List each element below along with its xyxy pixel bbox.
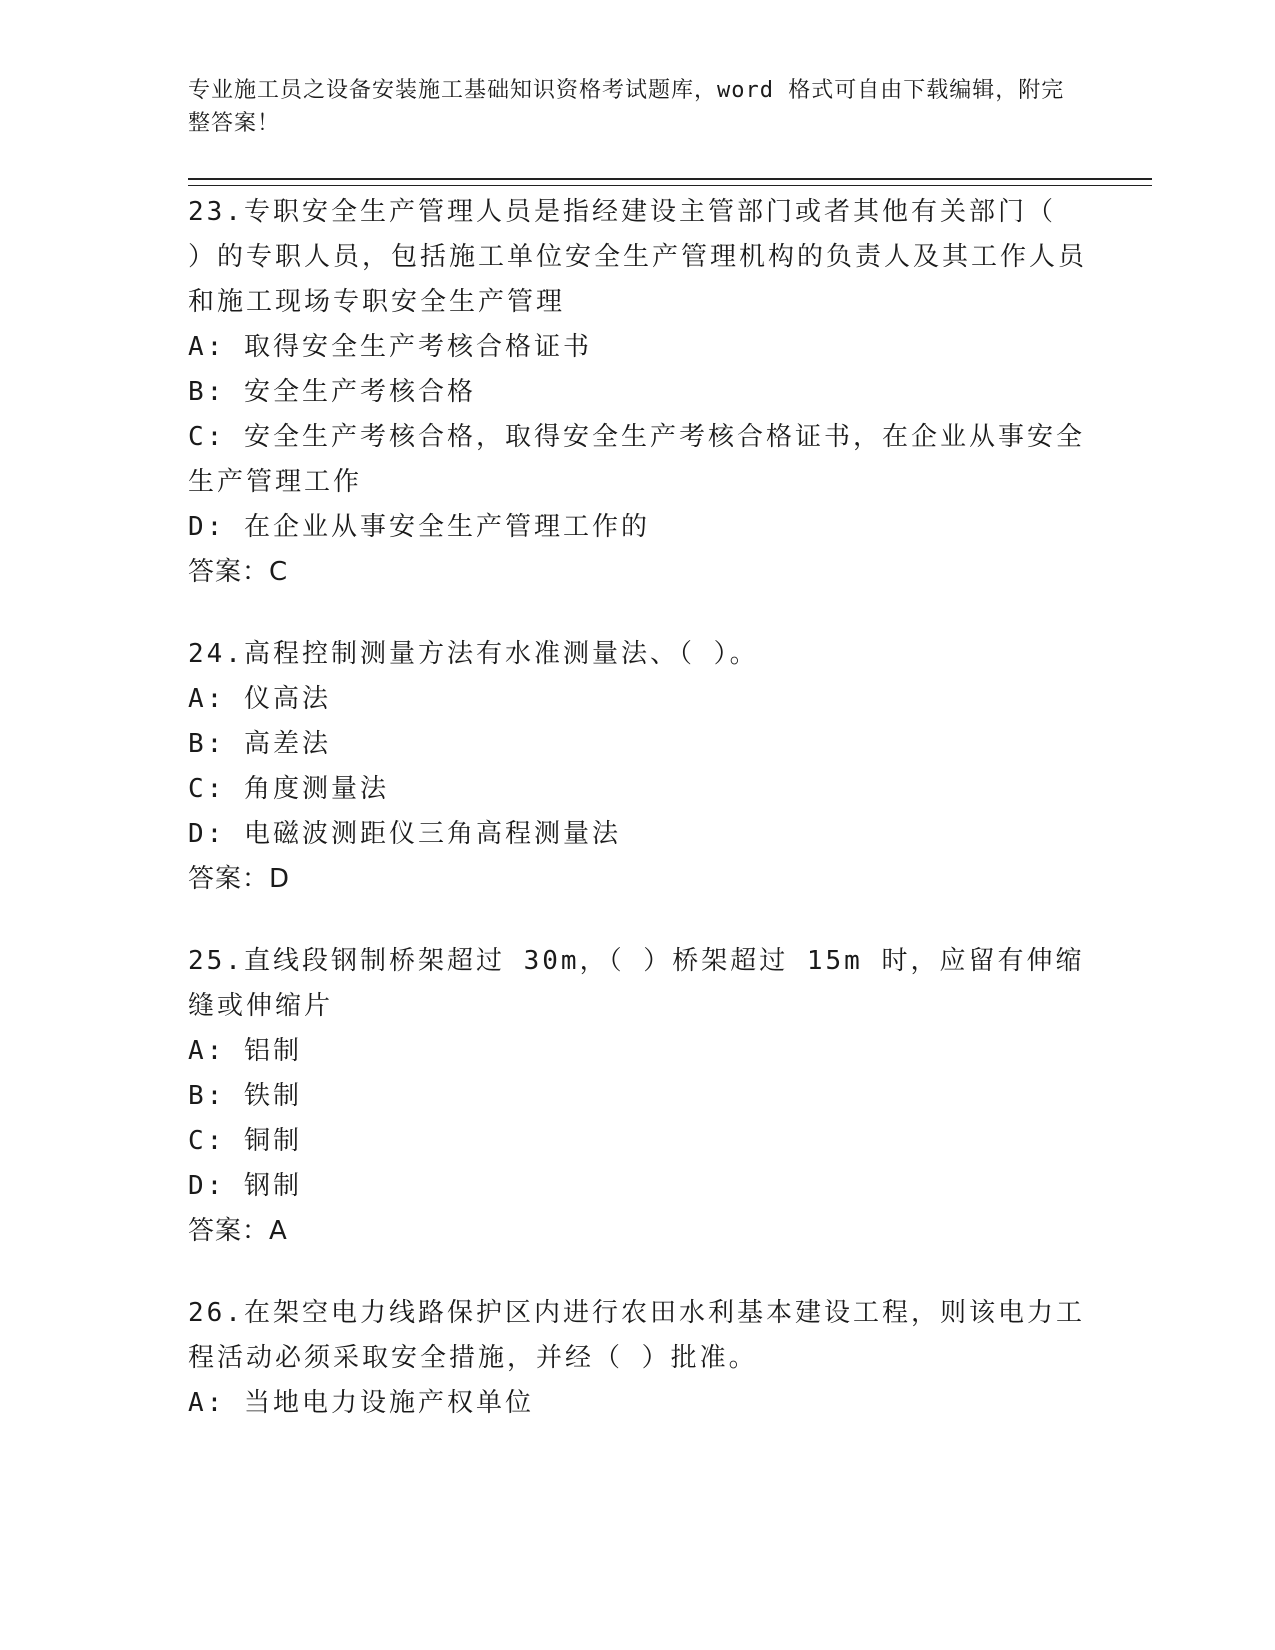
question-text: 24.高程控制测量方法有水准测量法、（ ）。 — [188, 639, 759, 669]
answer-label: 答案： — [188, 864, 270, 894]
option-b: B: 铁制 — [188, 1081, 302, 1111]
answer-label: 答案： — [188, 1216, 270, 1246]
option-c: C: 铜制 — [188, 1126, 302, 1156]
option-b: B: 高差法 — [188, 729, 331, 759]
header-divider — [188, 178, 1152, 186]
option-d: D: 钢制 — [188, 1171, 302, 1201]
option-d: D: 在企业从事安全生产管理工作的 — [188, 512, 650, 542]
question-26 — [188, 1291, 1088, 1426]
question-25 — [188, 939, 1088, 1254]
answer-line — [188, 550, 1088, 595]
question-24 — [188, 632, 1088, 902]
question-text: 25.直线段钢制桥架超过 30m，（ ）桥架超过 15m 时，应留有伸缩缝或伸缩片 — [188, 946, 1085, 1021]
question-text: 23.专职安全生产管理人员是指经建设主管部门或者其他有关部门（ ）的专职人员，包括施工单位安全生产管理机构的负责人及其工作人员和施工现场专职安全生产管理 — [188, 197, 1088, 317]
option-a: A: 取得安全生产考核合格证书 — [188, 332, 592, 362]
answer-value: C — [269, 557, 289, 587]
option-c: C: 安全生产考核合格，取得安全生产考核合格证书，在企业从事安全生产管理工作 — [188, 422, 1085, 497]
answer-value: A — [269, 1216, 288, 1246]
option-d: D: 电磁波测距仪三角高程测量法 — [188, 819, 621, 849]
option-a: A: 当地电力设施产权单位 — [188, 1388, 534, 1418]
question-23 — [188, 190, 1088, 595]
answer-line — [188, 857, 1088, 902]
option-a: A: 仪高法 — [188, 684, 331, 714]
answer-line — [188, 1209, 1088, 1254]
header-text: 专业施工员之设备安装施工基础知识资格考试题库，word 格式可自由下载编辑，附完整答案！ — [188, 78, 1065, 136]
answer-value: D — [269, 864, 291, 894]
document-header — [188, 74, 1068, 140]
question-text: 26.在架空电力线路保护区内进行农田水利基本建设工程，则该电力工程活动必须采取安全措施，并经（ ）批准。 — [188, 1298, 1085, 1373]
answer-label: 答案： — [188, 557, 270, 587]
question-list — [188, 190, 1088, 1463]
option-c: C: 角度测量法 — [188, 774, 389, 804]
option-a: A: 铝制 — [188, 1036, 302, 1066]
option-b: B: 安全生产考核合格 — [188, 377, 476, 407]
